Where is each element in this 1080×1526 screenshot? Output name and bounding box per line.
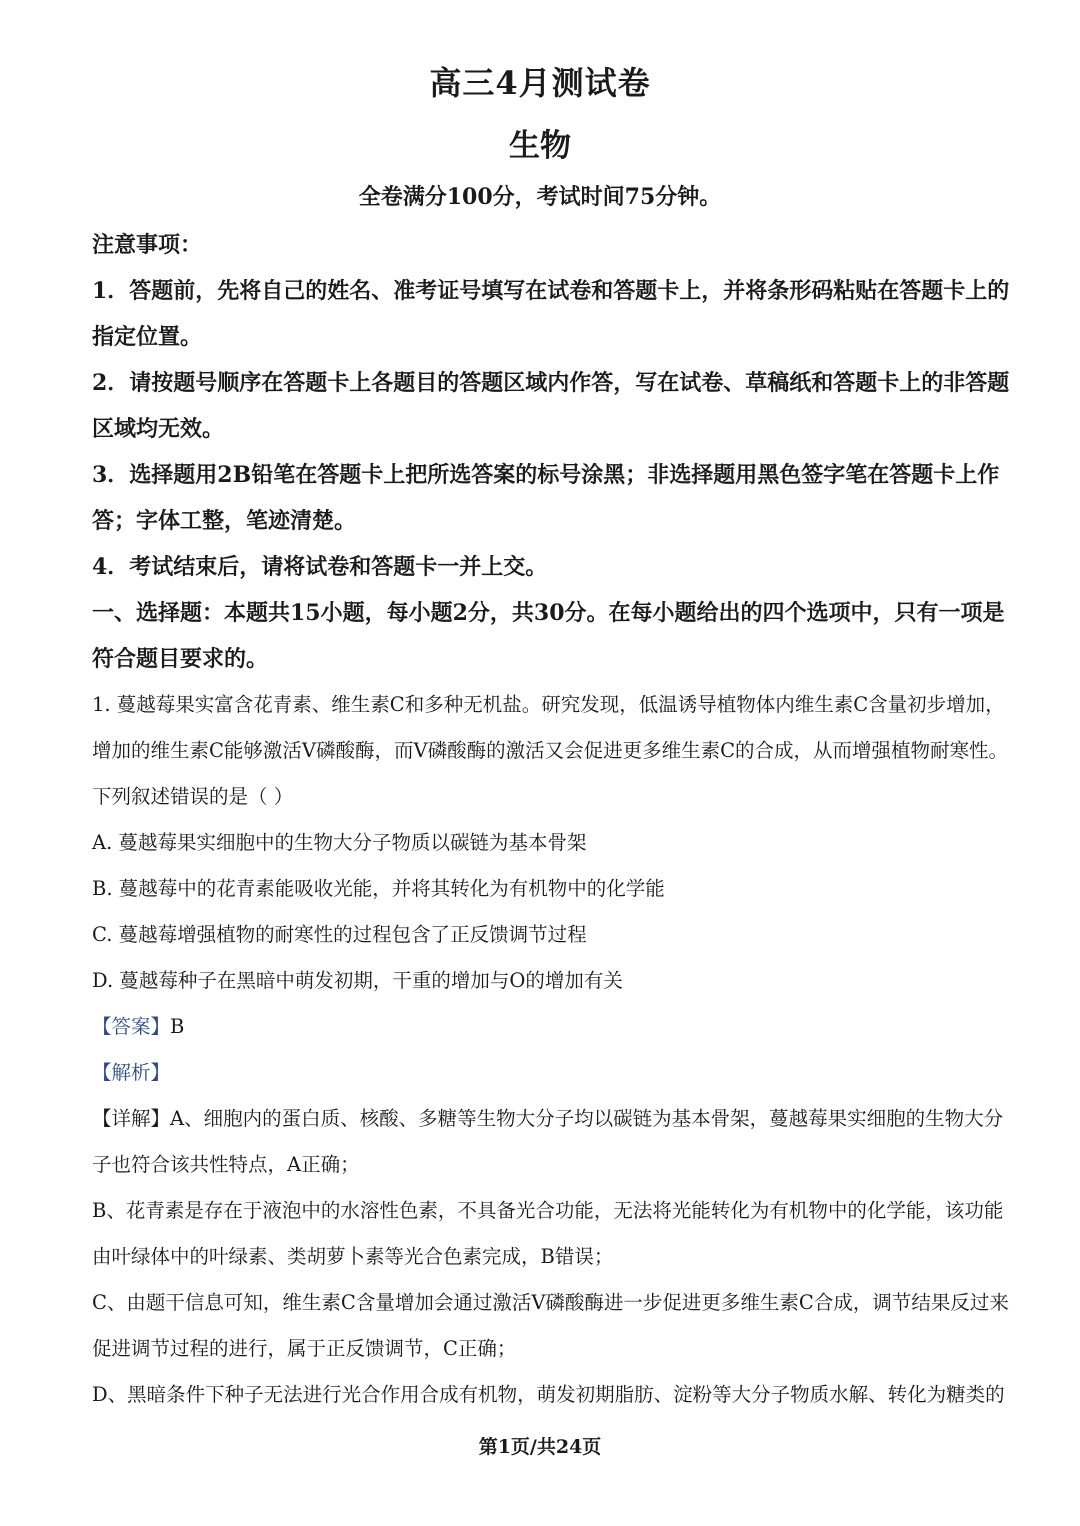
notice-item-1: 1．答题前，先将自己的姓名、准考证号填写在试卷和答题卡上，并将条形码粘贴在答题卡上的指定位置。 (92, 278, 1010, 350)
notice-item-4: 4．考试结束后，请将试卷和答题卡一并上交。 (92, 554, 548, 580)
detail-d: D、黑暗条件下种子无法进行光合作用合成有机物，萌发初期脂肪、淀粉等大分子物质水解、转化为糖类的 (92, 1383, 1005, 1406)
detail-a (92, 1096, 1012, 1188)
notice-item-2: 2．请按题号顺序在答题卡上各题目的答题区域内作答，写在试卷、草稿纸和答题卡上的非答题区域均无效。 (92, 370, 1010, 442)
exam-subject: 生物 (509, 128, 571, 164)
page-footer: 第1页/共24页 (478, 1436, 602, 1458)
section-heading: 一、选择题：本题共15小题，每小题2分，共30分。在每小题给出的四个选项中，只有一项是符合题目要求的。 (92, 600, 1005, 672)
answer-value: B (170, 1015, 185, 1038)
answer-line (92, 1004, 1012, 1050)
analysis-line (92, 1050, 1012, 1096)
exam-title: 高三4月测试卷 (429, 64, 651, 102)
option-c: C. 蔓越莓增强植物的耐寒性的过程包含了正反馈调节过程 (92, 923, 587, 946)
analysis-label: 【解析】 (92, 1061, 171, 1084)
detail-label: 【详解】 (92, 1107, 171, 1130)
answer-label: 【答案】 (92, 1015, 171, 1038)
notice-heading: 注意事项： (92, 232, 203, 258)
notice-section (92, 222, 1012, 682)
question-stem: 1. 蔓越莓果实富含花青素、维生素C和多种无机盐。研究发现，低温诱导植物体内维生素C含量初步增加，增加的维生素C能够激活V磷酸酶，而V磷酸酶的激活又会促进更多维生素C的合成，从而增强植物耐寒性。下列叙述错误的是（ ） (92, 693, 1009, 808)
question-1 (92, 682, 1012, 1418)
detail-c: C、由题干信息可知，维生素C含量增加会通过激活V磷酸酶进一步促进更多维生素C合成，调节结果反过来促进调节过程的进行，属于正反馈调节，C正确； (92, 1291, 1009, 1360)
notice-item-3: 3．选择题用2B铅笔在答题卡上把所选答案的标号涂黑；非选择题用黑色签字笔在答题卡上作答；字体工整，笔迹清楚。 (92, 462, 1000, 534)
detail-b: B、花青素是存在于液泡中的水溶性色素，不具备光合功能，无法将光能转化为有机物中的化学能，该功能由叶绿体中的叶绿素、类胡萝卜素等光合色素完成，B错误； (92, 1199, 1004, 1268)
option-b: B. 蔓越莓中的花青素能吸收光能，并将其转化为有机物中的化学能 (92, 877, 665, 900)
option-a: A. 蔓越莓果实细胞中的生物大分子物质以碳链为基本骨架 (92, 831, 587, 854)
option-d: D. 蔓越莓种子在黑暗中萌发初期，干重的增加与O的增加有关 (92, 969, 623, 992)
detail-a-text: A、细胞内的蛋白质、核酸、多糖等生物大分子均以碳链为基本骨架，蔓越莓果实细胞的生物大分子也符合该共性特点，A正确； (92, 1107, 1004, 1176)
full-score-line: 全卷满分100分，考试时间75分钟。 (358, 184, 722, 210)
exam-content (92, 222, 1012, 1418)
